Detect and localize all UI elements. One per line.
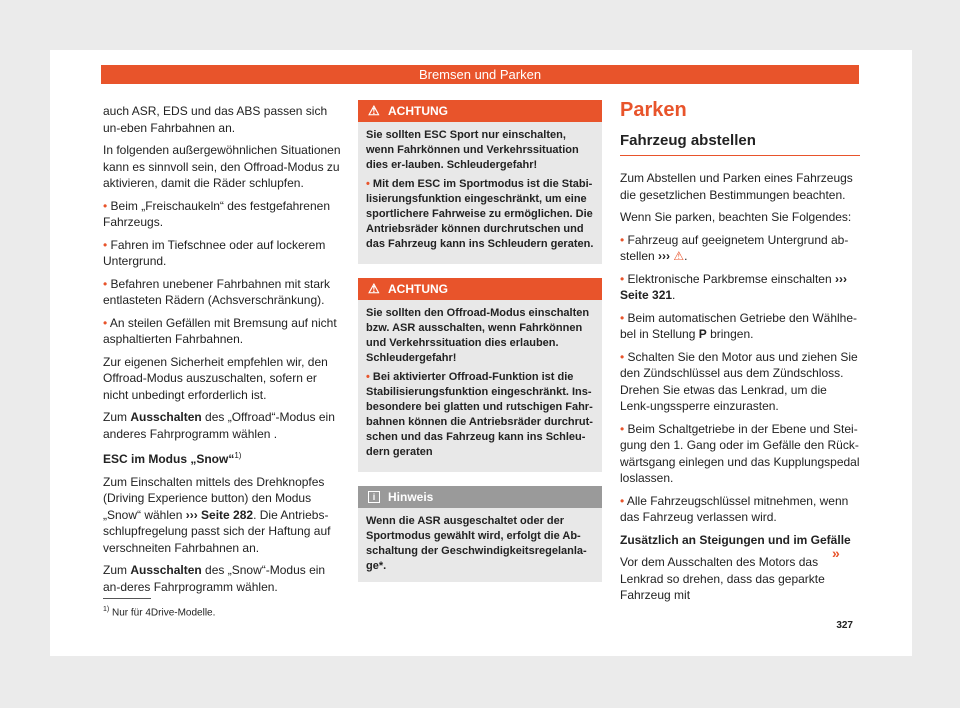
bullet-icon: • <box>620 421 625 436</box>
warning-box <box>358 100 602 264</box>
paragraph: Vor dem Ausschalten des Motors das Lenkrad so drehen, dass das geparkte Fahrzeug mit <box>620 555 825 602</box>
note-header: i Hinweis <box>358 486 602 508</box>
bullet-icon: • <box>620 349 625 364</box>
paragraph: Zum Abstellen und Parken eines Fahrzeugs die gesetzlichen Bestimmungen beachten. <box>620 171 853 202</box>
footnote: $^{1)}$ Nur für 4Drive-Modelle. <box>103 606 216 619</box>
info-icon: i <box>368 491 380 503</box>
paragraph: Zum Ausschalten des „Snow“-Modus ein an-deres Fahrprogramm wählen. <box>103 563 326 594</box>
paragraph: Wenn Sie parken, beachten Sie Folgendes: <box>620 210 852 224</box>
footnote-divider <box>103 598 151 599</box>
bullet-icon: • <box>620 310 625 325</box>
subsection-title: Fahrzeug abstellen <box>620 133 860 157</box>
page-number: 327 <box>836 620 853 631</box>
warning-body: Sie sollten ESC Sport nur einschalten, wenn Fahrkönnen und Verkehrssituation dies er-lauben. Schleudergefahr! • Mit dem ESC im Sportmodus ist die Stabi-lisierungsfunktion eingeschränkt, um eine sportlichere Fahrweise zu ermöglichen. Die Antriebsräder können durchrutschen und das Fahrzeug kann ins Schleudern geraten. <box>366 129 594 250</box>
section-title: Parken <box>620 99 687 121</box>
bullet-item: • Beim Schaltgetriebe in der Ebene und Stei-gung den 1. Gang oder im Gefälle den Rück-wärtsgang einlegen und das Kupplungspedal loslassen. <box>620 421 860 485</box>
warning-header: ⚠ ACHTUNG <box>358 278 602 300</box>
bullet-icon: • <box>366 371 370 383</box>
bullet-item: • Beim „Freischaukeln“ des festgefahrenen Fahrzeugs. <box>103 198 330 229</box>
note-box <box>358 486 602 582</box>
page-reference-link[interactable]: ››› Seite 282 <box>185 507 254 522</box>
warning-triangle-icon: ⚠ <box>368 281 380 296</box>
bullet-icon: • <box>103 198 108 213</box>
warning-triangle-icon: ⚠ <box>673 249 685 263</box>
bullet-item: • Fahren im Tiefschnee oder auf lockerem Untergrund. <box>103 237 326 268</box>
continue-arrow-icon: » <box>832 545 840 561</box>
bullet-icon: • <box>103 315 108 330</box>
paragraph: Zum Einschalten mittels des Drehknopfes (Driving Experience button) den Modus „Snow“ wählen ››› Seite 282. Die Antriebs-schlupfregelung passt sich der Haftung auf verschneiten Fahrbahnen an. <box>103 474 331 555</box>
chapter-header <box>101 65 859 84</box>
page-reference-link[interactable]: ››› Seite 321 <box>620 271 847 302</box>
bullet-item: • Befahren unebener Fahrbahnen mit stark entlasteten Rädern (Achsverschränkung). <box>103 276 331 307</box>
footnote-ref[interactable]: 1) <box>234 451 242 460</box>
bullet-icon: • <box>620 271 625 286</box>
column-middle <box>358 100 602 582</box>
warning-reference-link[interactable]: ››› <box>658 249 671 263</box>
warning-box <box>358 278 602 472</box>
warning-triangle-icon: ⚠ <box>368 103 380 118</box>
bullet-item: • Elektronische Parkbremse einschalten ››› Seite 321. <box>620 271 847 302</box>
warning-header: ⚠ ACHTUNG <box>358 100 602 122</box>
bullet-icon: • <box>620 493 625 508</box>
bullet-icon: • <box>366 178 370 190</box>
chapter-title: Bremsen und Parken <box>418 67 542 82</box>
bullet-icon: • <box>103 276 108 291</box>
bullet-item: • Alle Fahrzeugschlüssel mitnehmen, wenn das Fahrzeug verlassen wird. <box>620 493 849 524</box>
note-body: Wenn die ASR ausgeschaltet oder der Sportmodus gewählt wird, erfolgt die Ab-schaltung der Geschwindigkeitsregelanla-ge*. <box>366 515 587 572</box>
bullet-item: • Fahrzeug auf geeignetem Untergrund ab-stellen ››› ⚠. <box>620 232 849 263</box>
subheading: Zusätzlich an Steigungen und im Gefälle <box>620 532 851 547</box>
bullet-item: • An steilen Gefällen mit Bremsung auf nicht asphaltierten Fahrbahnen. <box>103 315 337 346</box>
bullet-icon: • <box>620 232 625 247</box>
column-left <box>103 103 343 601</box>
snow-heading: ESC im Modus „Snow“$^{1)}$ <box>103 451 242 466</box>
paragraph: auch ASR, EDS und das ABS passen sich un-eben Fahrbahnen an. <box>103 104 328 135</box>
bullet-icon: • <box>103 237 108 252</box>
paragraph: Zum Ausschalten des „Offroad“-Modus ein anderes Fahrprogramm wählen . <box>103 410 335 441</box>
column-right <box>620 100 860 610</box>
bullet-item: • Schalten Sie den Motor aus und ziehen Sie den Zündschlüssel aus dem Zündschloss. Drehen Sie etwas das Lenkrad, um die Lenk-ungssperre einzurasten. <box>620 349 858 413</box>
paragraph: In folgenden außergewöhnlichen Situationen kann es sinnvoll sein, den Offroad-Modus zu aktivieren, damit die Räder schlupfen. <box>103 143 341 190</box>
bullet-item: • Beim automatischen Getriebe den Wählhe-bel in Stellung P bringen. <box>620 310 857 341</box>
paragraph: Zur eigenen Sicherheit empfehlen wir, den Offroad-Modus auszuschalten, sofern er nicht unbedingt erforderlich ist. <box>103 354 328 402</box>
warning-body: Sie sollten den Offroad-Modus einschalten bzw. ASR ausschalten, wenn Fahrkönnen und Verkehrssituation dies erlauben. Schleudergefahr! • Bei aktivierter Offroad-Funktion ist die Stabilisierungsfunktion eingeschränkt. Ins-besondere bei glatten und rutschigen Fahr-bahnen können die Antriebsräder durchrut-schen und das Fahrzeug kann ins Schleu-dern geraten <box>366 307 593 458</box>
